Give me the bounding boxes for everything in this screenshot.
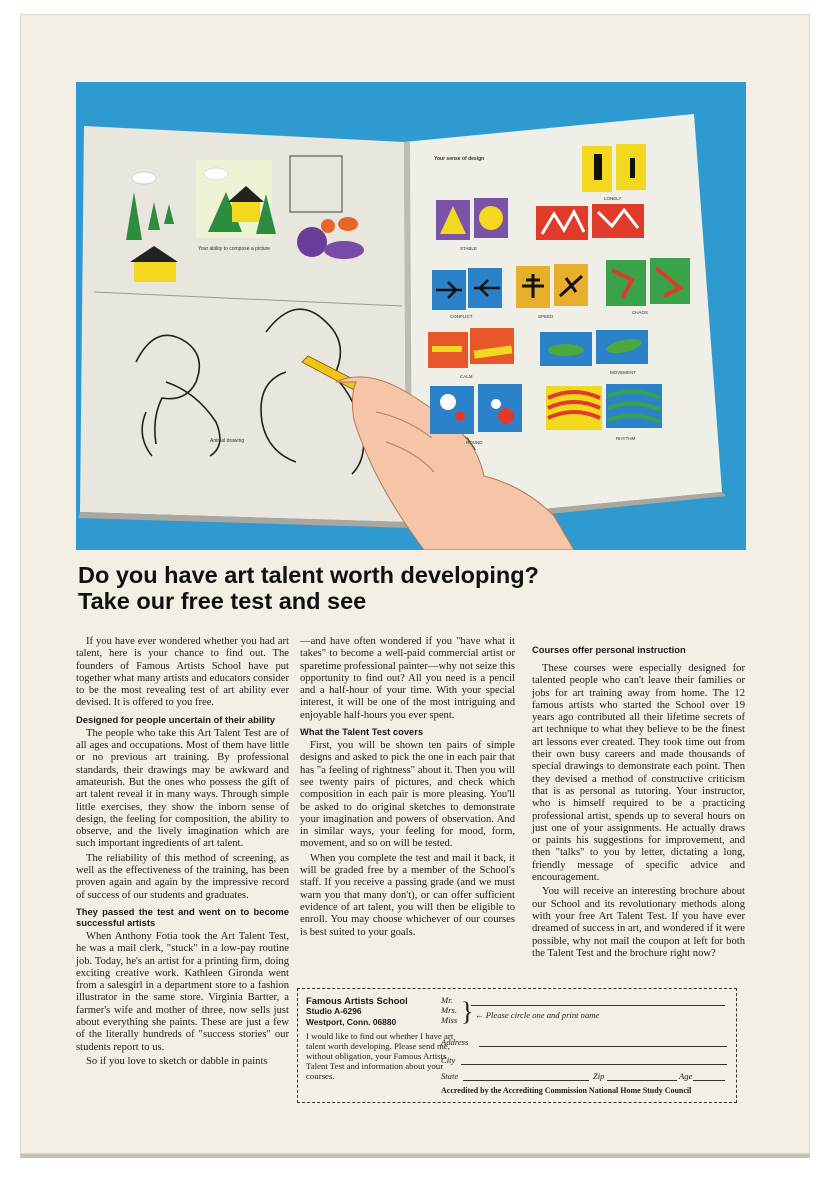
salutation-field[interactable] <box>441 995 731 1031</box>
intro-paragraph: If you have ever wondered whether you had art talent, here is your chance to find out. The founders of Famous Artists School have put together what many artists and educators consider to be the most revealing test of art ability ever devised. It is offered to you free. <box>76 636 289 709</box>
pair-label-rhythm: RHYTHM <box>616 436 636 441</box>
accreditation-line: Accredited by the Accrediting Commission National Home Study Council <box>441 1086 692 1095</box>
pair-label-movement: MOVEMENT <box>610 370 637 375</box>
age-line[interactable] <box>693 1079 725 1081</box>
age-label: Age <box>679 1071 693 1081</box>
paragraph: The reliability of this method of screening, as well as the effectiveness of the training, has been proven again and again by the impressive record of success of our students and graduates. <box>76 852 289 901</box>
brace-glyph: } <box>461 997 474 1026</box>
paragraph: You will receive an interesting brochure about our School and its revolutionary methods along with your free Art Talent Test. If you have ever dreamed of success in art, and wondered if it were possible, why not mail the coupon at left for both the Talent Test and the brochure right now? <box>532 886 745 959</box>
coupon-city: Westport, Conn. 06880 <box>306 1016 397 1027</box>
page-edge <box>20 1154 810 1158</box>
salutation-mr[interactable]: Mr. <box>441 995 453 1005</box>
pair-label-round: ROUND <box>466 440 483 445</box>
state-zip-age-row[interactable] <box>441 1067 731 1083</box>
city-label: City <box>441 1055 456 1065</box>
coupon-studio: Studio A-6296 <box>306 1006 362 1016</box>
pair-label-chaos: CHAOS <box>632 310 649 315</box>
zip-label: Zip <box>593 1071 605 1081</box>
mail-in-coupon[interactable] <box>297 988 737 1103</box>
state-line[interactable] <box>463 1079 589 1081</box>
salutation-mrs[interactable]: Mrs. <box>441 1005 457 1015</box>
paragraph: First, you will be shown ten pairs of simple designs and asked to pick the one in each pair that has "a feeling of rightness" about it. Then you will see twenty pairs of pictures, and check which composition in each pair is more pleasing. You'll be asked to do original sketches to demonstrate your imagination and powers of observation. And in similar ways, your feeling for mood, form, movement, and so on will be tested. <box>300 740 515 850</box>
subhead-designed-for-people: Designed for people uncertain of their ability <box>76 713 275 725</box>
circle-note: ← Please circle one and print name <box>475 1010 600 1020</box>
pair-label-calm: CALM <box>460 374 473 379</box>
paragraph: So if you love to sketch or dabble in paints <box>86 1055 268 1067</box>
paragraph: When Anthony Fotia took the Art Talent Test, he was a mail clerk, "stuck" in a low-pay routine job. Today, he's an artist for a printing firm, doing exciting creative work. Kathleen Gironda went from a salesgirl in a department store to a fashion illustrator in the same store. Virginia Bartter, a farmer's wife and mother of three, now sells just about everything she paints. These are just a few of the literally hundreds of "success stories" our students report to us. <box>76 930 289 1053</box>
headline-line-2: Take our free test and see <box>78 588 367 614</box>
caption-composition: Your ability to compose a picture <box>198 246 271 252</box>
article-column-2 <box>300 636 515 941</box>
coupon-request-text: I would like to find out whether I have art talent worth developing. Please send me, without obligation, your Famous Artists Talent Test and information about your courses. <box>306 1031 454 1081</box>
salutation-miss[interactable]: Miss <box>441 1015 458 1025</box>
coupon-school-info <box>306 995 454 1081</box>
article-column-3 <box>532 636 745 962</box>
address-line[interactable] <box>479 1046 727 1047</box>
subhead-they-passed: They passed the test and went on to become successful artists <box>76 905 289 928</box>
address-field[interactable] <box>441 1031 731 1049</box>
paragraph: The people who take this Art Talent Test are of all ages and occupations. Most of them have little or no previous art training. By professional standards, their drawings may be awkward and amateurish. But the ones who possess the gift of art talent reveal it in many ways. Through simple little exercises, they show the inborn sense of design, the feeling for composition, the ability to observe, and the lively imagination which are such important ingredients of art talent. <box>76 727 289 850</box>
coupon-school-name: Famous Artists School <box>306 995 408 1006</box>
pair-label-conflict: CONFLICT <box>450 314 473 319</box>
headline-line-1: Do you have art talent worth developing? <box>78 562 539 588</box>
pair-label-speed: SPEED <box>538 314 554 319</box>
pair-label-lonely: LONELY <box>604 196 622 201</box>
state-label: State <box>441 1071 459 1081</box>
pair-label-stable: STABLE <box>460 246 477 251</box>
subhead-what-test-covers: What the Talent Test covers <box>300 726 424 738</box>
caption-design: Your sense of design <box>434 156 485 162</box>
address-label: Address <box>441 1037 469 1047</box>
paragraph: —and have often wondered if you "have what it takes" to become a well-paid commercial artist or sparetime professional painter—why not seize this opportunity to find out? All you need is a pencil and a half-hour of your time. With your special interest, it will be one of the most intriguing and enjoyable half-hours you ever spent. <box>300 636 515 721</box>
subhead-courses: Courses offer personal instruction <box>532 644 686 655</box>
zip-line[interactable] <box>607 1079 677 1081</box>
paragraph: These courses were especially designed for talented people who can't leave their families or jobs for art training away from home. The 12 famous artists who started the School over 19 years ago contributed all their lifetime secrets of art technique to what they believe to be the finest art lessons ever created. They took time out from their own busy careers and made thousands of special drawings to demonstrate each point. Then they devised a method of constructive criticism that is as personal as tutoring. Your instructor, who is himself required to be a practicing professional artist, spends up to several hours on just one of your assignments. He actually draws or paints his suggestions for improvement, and then "talks" to you by letter, dictating a long, friendly message of specific advice and encouragement. <box>532 663 745 884</box>
city-line[interactable] <box>461 1064 727 1065</box>
coupon-form <box>441 995 731 1083</box>
paragraph: When you complete the test and mail it back, it will be graded free by a member of the School's staff. If you receive a passing grade (and we must warn you that many don't), or can offer sufficient evidence of art talent, you will then be eligible to enroll. You may choose whichever of our courses is best suited to your goals. <box>300 852 515 938</box>
headline <box>78 562 758 614</box>
name-line[interactable] <box>471 1005 725 1006</box>
illustration-art-test-booklet <box>76 82 746 550</box>
city-field[interactable] <box>441 1049 731 1067</box>
article-column-1 <box>76 636 289 1070</box>
caption-animal: Animal drawing <box>210 438 245 444</box>
